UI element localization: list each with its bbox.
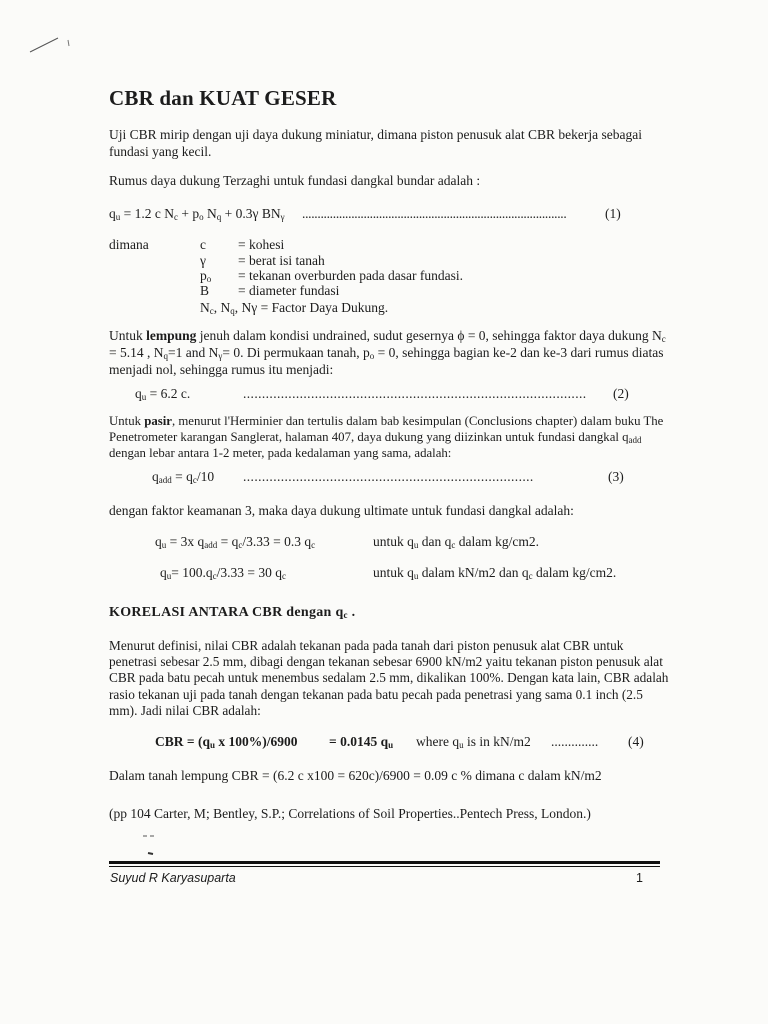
equation-2-number: (2) (613, 386, 629, 401)
cbr-equation-dots: .............. (551, 734, 599, 749)
def-desc-b: = diameter fundasi (238, 283, 340, 298)
lempung-cbr-text: Dalam tanah lempung CBR = (6.2 c x100 = 620c)/6900 = 0.09 c % dimana c dalam kN/m2 (109, 768, 602, 783)
equation-1: $q_u = 1.2$ c $N_c + p_o$ $N_q + 0.3\gamma$ $BN_\gamma$ (109, 206, 285, 222)
cbr-equation-result: = 0.0145 $q_u$ (329, 734, 394, 750)
dimana-label: dimana (109, 237, 149, 252)
page-number: 1 (636, 871, 643, 885)
intro-paragraph: Uji CBR mirip dengan uji daya dukung miniatur, dimana piston penusuk alat CBR bekerja sebagai fundasi yang kecil. (109, 127, 642, 159)
def-desc-c: = kohesi (238, 237, 285, 252)
terzaghi-intro: Rumus daya dukung Terzaghi untuk fundasi dangkal bundar adalah : (109, 173, 481, 188)
pen-mark (28, 34, 74, 54)
def-desc-gamma: = berat isi tanah (238, 253, 325, 268)
equation-3-dots: ............................................................................. (243, 469, 534, 484)
reference-text: (pp 104 Carter, M; Bentley, S.P.; Correlations of Soil Properties..Pentech Press, London.) (109, 806, 591, 821)
footer-rule-thick (109, 861, 660, 864)
ultimate-equation-kn: $q_u= 100.q_c/3.33 = 30$ $q_c$ (160, 565, 286, 581)
ultimate-equation-kn-note: untuk $q_u$ dalam kN/m2 dan $q_c$ dalam kg/cm2. (373, 565, 617, 581)
page-title: CBR dan KUAT GESER (109, 86, 337, 110)
lempung-paragraph: Untuk lempung jenuh dalam kondisi undrained, sudut gesernya ϕ = 0, sehingga faktor daya dukung $N_c = 5.14$ , $N_q=1$ and $N_\gamma= 0$. Di permukaan tanah, $p_o = 0$, sehingga bagian ke-2 dan ke-3 dari rumus diatas menjadi nol, sehingga rumus itu menjadi: (109, 328, 666, 377)
cbr-equation-note: where $q_u$ is in kN/m2 (416, 734, 531, 750)
footer-author: Suyud R Karyasuparta (110, 871, 236, 885)
korelasi-heading: KORELASI ANTARA CBR dengan $q_c$ . (109, 605, 356, 620)
ultimate-equation-kg-note: untuk $q_u$ dan $q_c$ dalam kg/cm2. (373, 534, 539, 550)
def-symbol-po: $p_o$ (200, 268, 212, 284)
ultimate-equation-kg: $q_u = 3x$ $q_{add} = q_c/3.33 = 0.3$ $q_c$ (155, 534, 316, 550)
stray-mark (140, 830, 160, 860)
definisi-paragraph: Menurut definisi, nilai CBR adalah tekanan pada pada tanah dari piston penusuk alat CBR untuk penetrasi sebesar 2.5 mm, dibagi dengan tekanan sebesar 6900 kN/m2 yaitu tekanan piston penusuk alat CBR pada batu pecah untuk menembus sedalam 2.5 mm, dikalikan 100%. Dengan kata lain, CBR adalah rasio tekanan uji pada tanah dengan tekanan pada batu pecah pada penetrasi yang sama 0.1 inch (2.5 mm). Jadi nilai CBR adalah: (109, 638, 669, 718)
equation-2-dots: ........................................................................................... (243, 386, 587, 401)
pasir-paragraph: Untuk pasir, menurut l'Herminier dan tertulis dalam bab kesimpulan (Conclusions chapter) dalam buku The Penetrometer karangan Sanglerat, halaman 407, daya dukung yang diizinkan untuk fundasi dangkal $q_{add}$ dengan lebar antara 1-2 meter, pada kedalaman yang sama, adalah: (109, 414, 664, 460)
equation-2: $q_u = 6.2$ c. (135, 386, 191, 402)
equation-3-number: (3) (608, 469, 624, 484)
equation-3: $q_{add} = q_c/10$ (152, 469, 215, 485)
cbr-equation: CBR = ($q_u$ x 100%)/6900 (155, 734, 298, 750)
cbr-equation-number: (4) (628, 734, 644, 749)
def-symbol-b: B (200, 283, 210, 298)
equation-1-number: (1) (605, 206, 621, 221)
equation-1-dots: ...................................................................................... (302, 206, 567, 221)
def-symbol-gamma: γ (200, 253, 206, 268)
factor-line: $N_c$, $N_q$, Nγ = Factor Daya Dukung. (200, 300, 389, 316)
safety-factor-text: dengan faktor keamanan 3, maka daya dukung ultimate untuk fundasi dangkal adalah: (109, 503, 574, 518)
def-desc-po: = tekanan overburden pada dasar fundasi. (238, 268, 464, 283)
def-symbol-c: c (200, 237, 206, 252)
footer-rule-thin (109, 866, 660, 867)
